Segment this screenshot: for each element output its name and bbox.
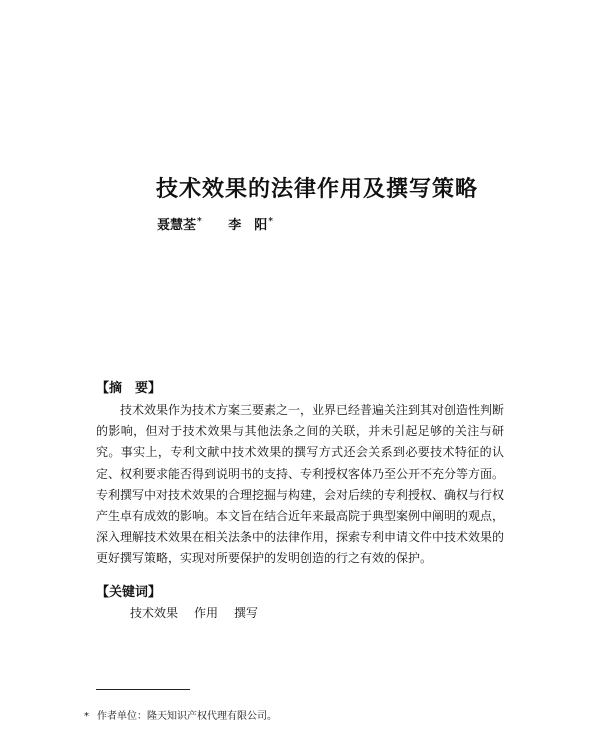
footnote: [84, 707, 277, 722]
abstract-body: 技术效果作为技术方案三要素之一，业界已经普遍关注到其对创造性判断的影响，但对于技术效果与其他法条之间的关联，并未引起足够的关注与研究。事实上，专利文献中技术效果的撰写方式还会关系到必要技术特征的认定、权利要求能否得到说明书的支持、专利授权客体乃至公开不充分等方面。专利撰写中对技术效果的合理挖掘与构建，会对后续的专利授权、确权与行权产生卓有成效的影响。本文旨在结合近年来最高院于典型案例中阐明的观点，深入理解技术效果在相关法条中的法律作用，探索专利申请文件中技术效果的更好撰写策略，实现对所要保护的发明创造的行之有效的保护。: [96, 403, 505, 566]
author-1-name: 聂慧荃: [157, 218, 197, 233]
paper-title: 技术效果的法律作用及撰写策略: [156, 177, 479, 202]
keyword-3: 撰写: [234, 606, 259, 620]
author-line: [157, 214, 273, 233]
keyword-2: 作用: [194, 606, 219, 620]
author-2: [228, 214, 273, 233]
keywords-list: [130, 604, 258, 621]
author-2-name: 李 阳: [228, 218, 268, 233]
abstract-heading: 【摘 要】: [96, 381, 162, 396]
author-2-footnote-mark: *: [268, 216, 273, 227]
author-1: [157, 214, 202, 233]
keyword-1: 技术效果: [130, 606, 179, 620]
footnote-mark: *: [84, 711, 89, 722]
author-1-footnote-mark: *: [197, 216, 202, 227]
footnote-divider: [96, 689, 190, 690]
keywords-heading: 【关键词】: [96, 585, 162, 600]
footnote-text: 作者单位：隆天知识产权代理有限公司。: [97, 711, 277, 722]
